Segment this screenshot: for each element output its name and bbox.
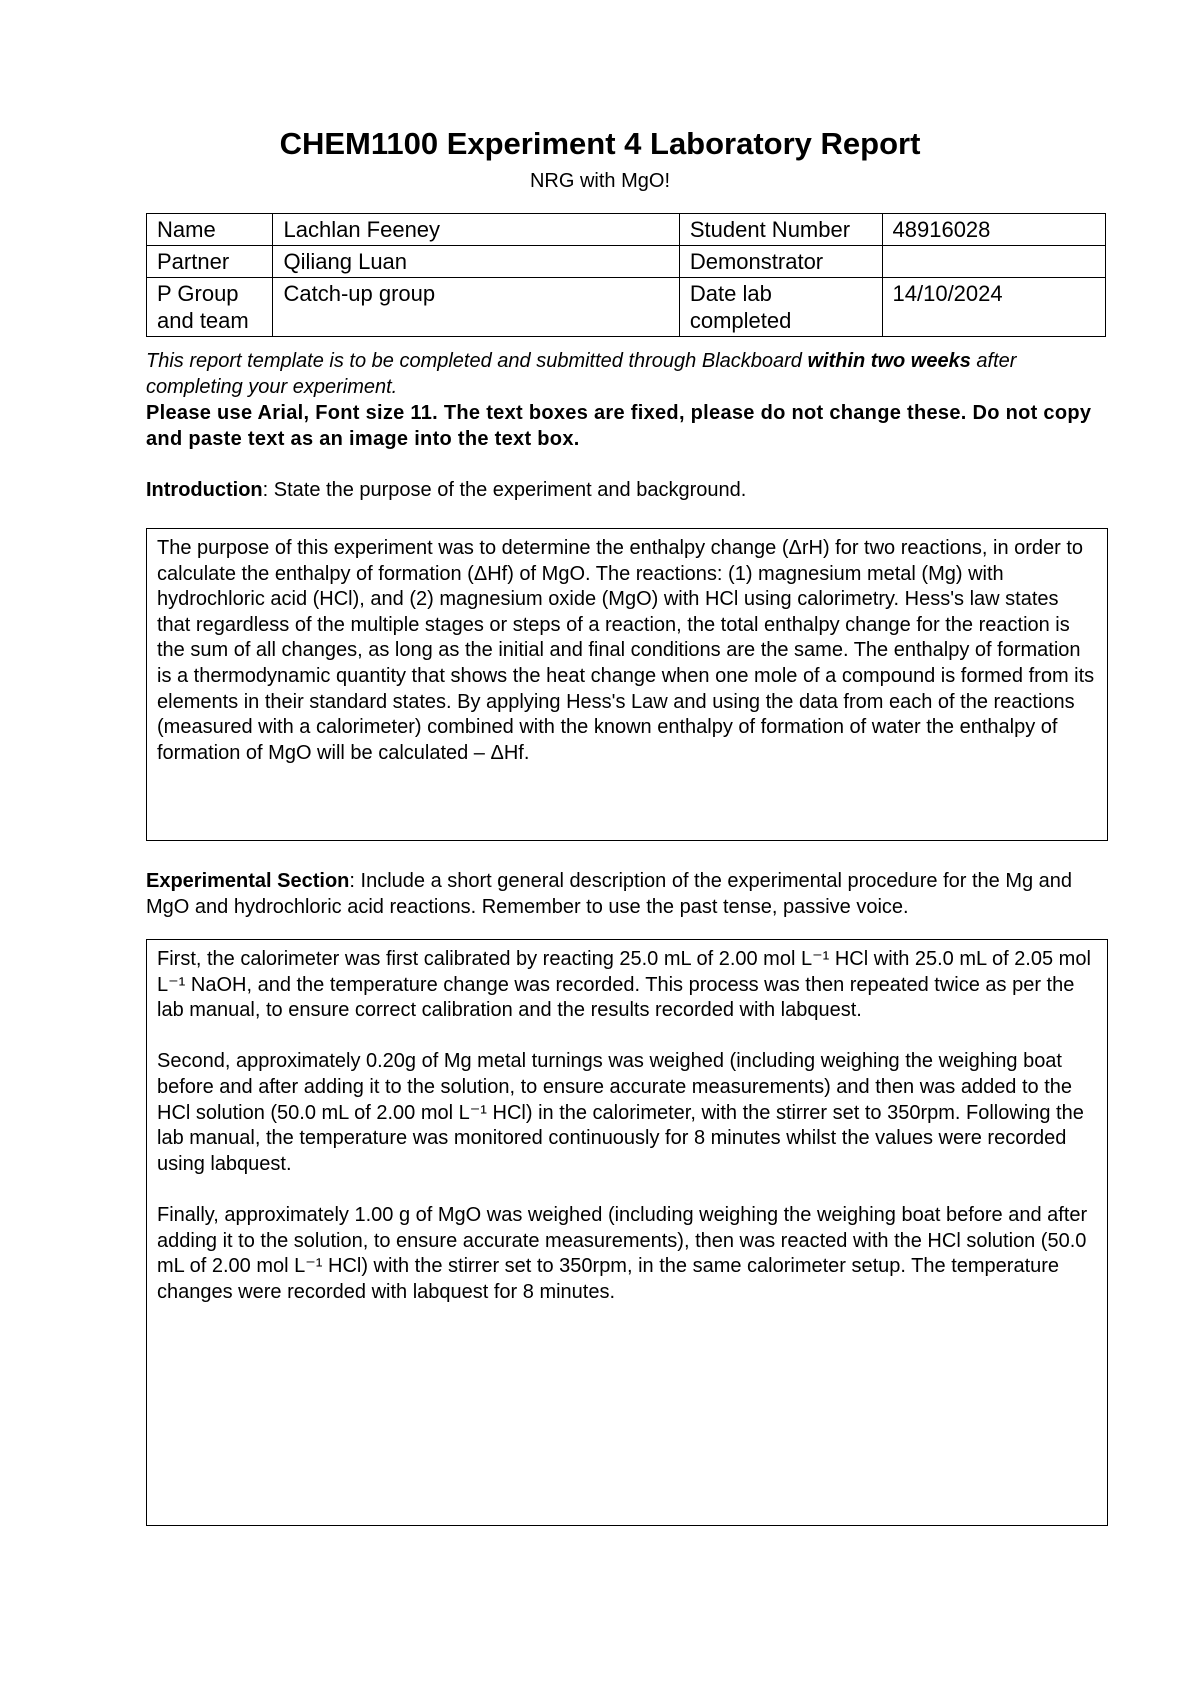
introduction-label: Introduction <box>146 479 263 501</box>
formatting-instructions: Please use Arial, Font size 11. The text boxes are fixed, please do not change these. Do not copy and paste text as an image into the text box. <box>146 402 1092 450</box>
partner-label: Partner <box>147 246 273 278</box>
experimental-paragraph: Finally, approximately 1.00 g of MgO was weighed (including weighing the weighing boat before and after adding it to the solution, to ensure accurate measurements), then was reacted with the HCl solution (50.0 mL of 2.00 mol L⁻¹ HCl) with the stirrer set to 350rpm, in the same calorimeter setup. The temperature changes were recorded with labquest for 8 minutes. <box>157 1203 1088 1303</box>
introduction-text: The purpose of this experiment was to determine the enthalpy change (ΔrH) for two reactions, in order to calculate the enthalpy of formation (ΔHf) of MgO. The reactions: (1) magnesium metal (Mg) with hydrochloric acid (HCl), and (2) magnesium oxide (MgO) with HCl using calorimetry. Hess's law states that regardless of the multiple stages or steps of a reaction, the total enthalpy change for the reaction is the sum of all changes, as long as the initial and final conditions are the same. The enthalpy of formation is a thermodynamic quantity that shows the heat change when one mole of a compound is formed from its elements in their standard states. By applying Hess's Law and using the data from each of the reactions (measured with a calorimeter) combined with the known enthalpy of formation of water the enthalpy of formation of MgO will be calculated – ΔHf. <box>157 537 1095 764</box>
instructions-text-start: This report template is to be completed and submitted through Blackboard <box>146 350 808 372</box>
experimental-label: Experimental Section <box>146 870 350 892</box>
instructions-text-end: after completing your experiment. <box>146 350 1017 398</box>
experimental-heading <box>146 868 1110 920</box>
page-title: CHEM1100 Experiment 4 Laboratory Report <box>279 126 921 161</box>
experimental-paragraph: Second, approximately 0.20g of Mg metal turnings was weighed (including weighing the weighing boat before and after adding it to the solution, to ensure accurate measurements) and then was added to the HCl solution (50.0 mL of 2.00 mol L⁻¹ HCl) in the calorimeter, with the stirrer set to 350rpm. Following the lab manual, the temperature was monitored continuously for 8 minutes whilst the values were recorded using labquest. <box>157 1050 1084 1175</box>
table-row <box>147 278 1106 337</box>
name-label: Name <box>147 214 273 246</box>
group-value[interactable]: Catch-up group <box>273 278 679 337</box>
student-info-table <box>146 213 1106 337</box>
page-subtitle: NRG with MgO! <box>529 170 671 192</box>
partner-value[interactable]: Qiliang Luan <box>273 246 679 278</box>
introduction-prompt: : State the purpose of the experiment and background. <box>262 479 747 501</box>
instructions-deadline: within two weeks <box>807 350 971 372</box>
name-value[interactable]: Lachlan Feeney <box>273 214 679 246</box>
experimental-text-box[interactable] <box>146 939 1108 1526</box>
submission-instructions <box>146 348 1110 400</box>
demonstrator-value[interactable] <box>882 246 1105 278</box>
student-number-value[interactable]: 48916028 <box>882 214 1105 246</box>
date-label: Date lab completed <box>679 278 882 337</box>
experimental-paragraph: First, the calorimeter was first calibrated by reacting 25.0 mL of 2.00 mol L⁻¹ HCl with 25.0 mL of 2.05 mol L⁻¹ NaOH, and the temperature change was recorded. This process was then repeated twice as per the lab manual, to ensure correct calibration and the results recorded with labquest. <box>157 948 1091 1022</box>
group-label: P Group and team <box>147 278 273 337</box>
demonstrator-label: Demonstrator <box>679 246 882 278</box>
table-row <box>147 214 1106 246</box>
date-value[interactable]: 14/10/2024 <box>882 278 1105 337</box>
student-number-label: Student Number <box>679 214 882 246</box>
table-row <box>147 246 1106 278</box>
experimental-prompt: : Include a short general description of the experimental procedure for the Mg and MgO and hydrochloric acid reactions. Remember to use the past tense, passive voice. <box>146 870 1073 918</box>
introduction-text-box[interactable] <box>146 528 1108 841</box>
introduction-heading <box>146 477 1110 503</box>
